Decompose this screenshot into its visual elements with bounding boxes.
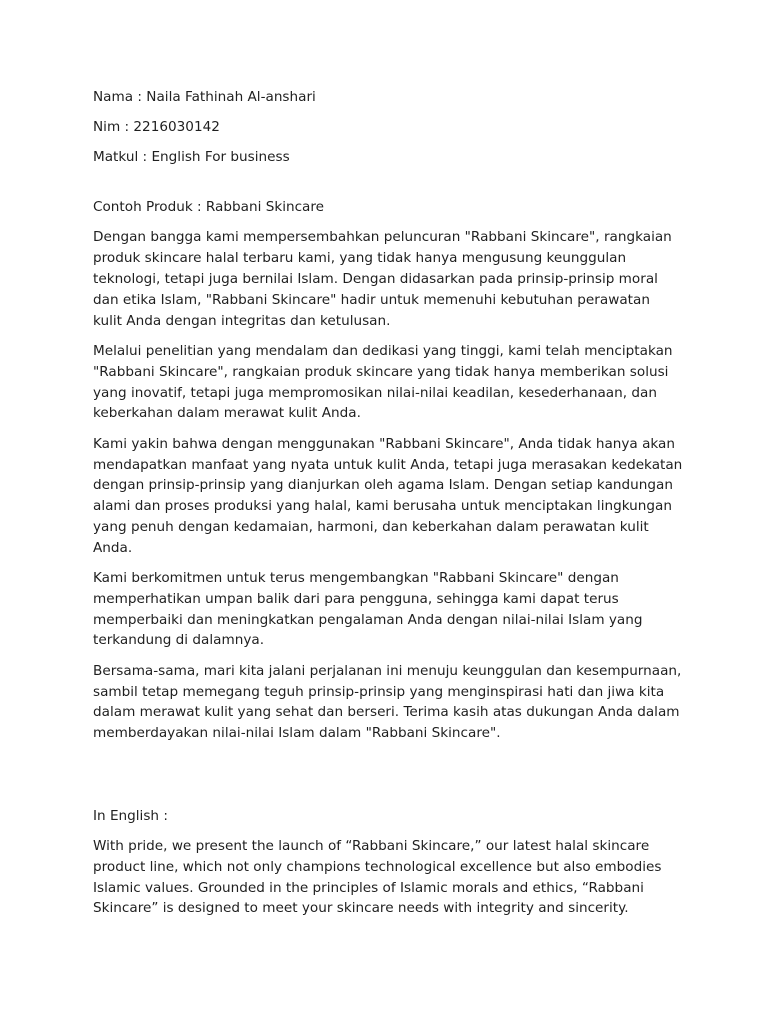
course-name: Matkul : English For business — [93, 148, 290, 165]
indonesian-paragraph-5: Bersama-sama, mari kita jalani perjalanan ini menuju keunggulan dan kesempurnaan, sambil tetap memegang teguh prinsip-prinsip yang menginspirasi hati dan jiwa kita dalam merawat kulit yang sehat dan berseri. Terima kasih atas dukungan Anda dalam memberdayakan nilai-nilai Islam dalam "Rabbani Skincare". — [93, 662, 682, 742]
indonesian-paragraph-4: Kami berkomitmen untuk terus mengembangkan "Rabbani Skincare" dengan memperhatikan umpan balik dari para pengguna, sehingga kami dapat terus memperbaiki dan meningkatkan pengalaman Anda dengan nilai-nilai Islam yang terkandung di dalamnya. — [93, 570, 643, 649]
english-heading: In English : — [93, 807, 168, 824]
spacer — [93, 177, 683, 197]
student-nim: Nim : 2216030142 — [93, 118, 220, 135]
english-paragraph-1: With pride, we present the launch of “Rabbani Skincare,” our latest halal skincare product line, which not only champions technological excellence but also embodies Islamic values. Grounded in the principles of Islamic morals and ethics, “Rabbani Skincare” is designed to meet your skincare needs with integrity and sincerity. — [93, 838, 662, 917]
student-name: Nama : Naila Fathinah Al-anshari — [93, 89, 316, 105]
indonesian-paragraph-2: Melalui penelitian yang mendalam dan dedikasi yang tinggi, kami telah menciptakan "Rabbani Skincare", rangkaian produk skincare yang tidak hanya memberikan solusi yang inovatif, tetapi juga mempromosikan nilai-nilai keadilan, kesederhanaan, dan keberkahan dalam merawat kulit Anda. — [93, 342, 673, 422]
indonesian-paragraph-3: Kami yakin bahwa dengan menggunakan "Rabbani Skincare", Anda tidak hanya akan mendapatkan manfaat yang nyata untuk kulit Anda, tetapi juga merasakan kedekatan dengan prinsip-prinsip yang dianjurkan oleh agama Islam. Dengan setiap kandungan alami dan proses produksi yang halal, kami berusaha untuk menciptakan lingkungan yang penuh dengan kedamaian, harmoni, dan keberkahan dalam perawatan kulit Anda. — [93, 435, 683, 556]
spacer — [93, 754, 683, 806]
indonesian-paragraph-1: Dengan bangga kami mempersembahkan peluncuran "Rabbani Skincare", rangkaian produk skincare halal terbaru kami, yang tidak hanya mengusung keunggulan teknologi, tetapi juga bernilai Islam. Dengan didasarkan pada prinsip-prinsip moral dan etika Islam, "Rabbani Skincare" hadir untuk memenuhi kebutuhan perawatan kulit Anda dengan integritas dan ketulusan. — [93, 229, 672, 329]
document-body — [93, 87, 683, 929]
product-example-line: Contoh Produk : Rabbani Skincare — [93, 198, 325, 215]
